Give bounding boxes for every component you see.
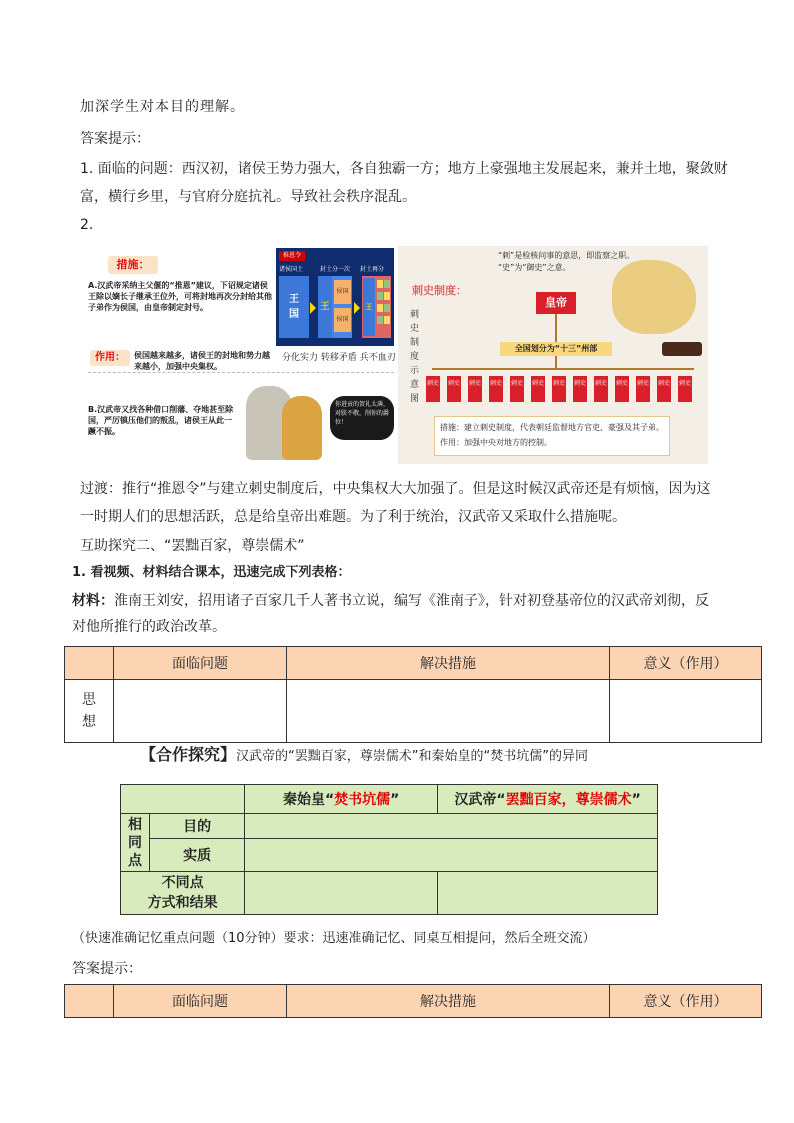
row-label-char: 思 [82,692,96,708]
material-label: 材料： [72,593,114,609]
table-row [65,680,762,743]
section-title: 互助探究二、“罢黜百家，尊崇儒术” [80,538,305,554]
measure-a-text: A.汉武帝采纳主父偃的“推恩”建议，下诏规定诸侯王除以嫡长子继承王位外，可将封地再次分封给其他子弟作为侯国，由皇帝制定封号。 [88,281,272,312]
qin-suffix: ” [390,792,400,808]
table-header-row [65,647,762,680]
emperor-box: 皇帝 [536,292,576,314]
answer-cell[interactable] [245,814,658,839]
fief-block [377,304,383,312]
fief-block [384,316,390,324]
policy-illustration-left [86,246,396,464]
wang-guo-box [279,276,309,338]
answer-table [64,984,762,1018]
measure-b-text: B.汉武帝又找各种借口削藩、夺地甚至除国，严厉镇压他们的叛乱，诸侯王从此一蹶不振。 [88,405,234,436]
effect-caption: 分化实力 转移矛盾 兵不血刃 [282,353,396,363]
cishi-system-diagram [398,246,708,464]
material-line-2: 对他所推行的政治改革。 [72,619,226,635]
table-row [121,839,658,872]
arrow-icon [354,302,360,314]
header-cell: 解决措施 [287,985,610,1018]
task-1: 1. 看视频、材料结合课本，迅速完成下列表格： [72,565,351,580]
fief-block [377,292,383,300]
transition-line-1: 过渡：推行“推恩令”与建立刺史制度后，中央集权大大加强了。但是这时候汉武帝还是有烦恼，因为这 [80,481,711,497]
table-header-row [65,985,762,1018]
han-header [438,785,658,814]
coop-bracket: 【合作探究】 [140,745,237,764]
han-prefix: 汉武帝“ [454,792,506,808]
corner-cell [121,785,245,814]
answer-cell[interactable] [287,680,610,743]
effect-text: 侯国越来越多，诸侯王的封地和势力越来越小，加强中央集权。 [134,351,270,371]
china-map-icon [612,260,696,334]
final-split-box [362,276,391,338]
seal-icon [662,342,702,356]
hou-guo-1: 侯国 [334,280,351,304]
answer-1-line-2: 富，横行乡里，与官府分庭抗礼。导致社会秩序混乱。 [80,189,416,205]
cishi-box: 刺史 [447,376,461,402]
row-label [65,680,114,743]
tuien-flow-diagram [276,248,394,346]
cishi-box: 刺史 [636,376,650,402]
material-line-1 [72,590,709,612]
cishi-box: 刺史 [468,376,482,402]
han-suffix: ” [631,792,641,808]
answer-2-label: 2. [80,217,94,233]
han-red: 罢黜百家，尊崇儒术 [505,792,632,808]
connector-line [555,314,557,342]
material-text-1: 淮南王刘安，招用诸子百家几千人著书立说，编写《淮南子》，针对初登基帝位的汉武帝刘彻，反 [114,593,709,609]
diff-label [121,872,245,915]
header-cell: 面临问题 [114,647,287,680]
answer-hint-label: 答案提示： [80,131,150,147]
cishi-box: 刺史 [510,376,524,402]
diff-line: 方式和结果 [147,895,218,911]
header-cell [65,985,114,1018]
coop-desc: 汉武帝的“罢黜百家，尊崇儒术”和秦始皇的“焚书坑儒”的异同 [236,749,588,764]
thought-table [64,646,762,743]
effect-badge: 作用： [90,350,130,366]
cishi-box: 刺史 [426,376,440,402]
connector-line [555,356,557,368]
diff-line: 不同点 [161,875,204,891]
cishi-box: 刺史 [657,376,671,402]
table-row [121,872,658,915]
fief-block [377,316,383,324]
answer-cell[interactable] [610,680,762,743]
answer-cell[interactable] [245,839,658,872]
note-line-2: “史”为“御史”之意。 [498,263,571,272]
flow-label-3: 封土再分 [360,266,385,273]
fief-block [377,280,383,288]
row-label-char: 想 [82,714,96,730]
arrow-icon [310,302,316,314]
same-char: 相 [128,816,142,833]
wang-char: 王 [289,294,299,305]
qin-red: 焚书坑儒 [334,792,391,808]
cishi-box: 刺史 [552,376,566,402]
answer-hint-label-2: 答案提示： [72,961,142,977]
vertical-title: 刺史制度示意图 [410,310,420,404]
diagram-title: 刺史制度： [412,284,467,297]
fief-block [384,292,390,300]
split-wang: 王 [318,276,332,338]
division-box: 全国划分为“十三”州部 [500,342,612,356]
header-cell: 面临问题 [114,985,287,1018]
same-char: 同 [128,834,142,851]
cishi-box: 刺史 [531,376,545,402]
note-line-1: “刺”是检核问事的意思，即监察之职。 [498,251,635,260]
cishi-effect-text: 作用：加强中央对地方的控制。 [440,438,552,447]
cishi-box: 刺史 [594,376,608,402]
emperor-figure-icon [282,396,322,460]
final-wang: 王 [363,278,375,336]
qin-prefix: 秦始皇“ [282,792,335,808]
header-cell: 意义（作用） [610,985,762,1018]
answer-cell[interactable] [245,872,438,915]
coop-heading [140,744,588,768]
header-cell: 意义（作用） [610,647,762,680]
memory-line: （快速准确记忆重点问题（10分钟）要求：迅速准确记忆、同桌互相提问，然后全班交流） [72,931,596,946]
comparison-table [120,784,658,915]
fief-block [384,280,390,288]
answer-cell[interactable] [438,872,658,915]
transition-line-2: 一时期人们的思想活跃，总是给皇帝出难题。为了利于统治，汉武帝又采取什么措施呢。 [80,509,626,525]
split-box [318,276,352,338]
cishi-box: 刺史 [678,376,692,402]
connector-line [432,368,694,370]
same-char: 点 [128,852,142,869]
essence-label: 实质 [150,839,245,872]
cishi-box: 刺史 [615,376,629,402]
header-cell [65,647,114,680]
divider [88,372,394,374]
hou-guo-2: 侯国 [334,308,351,332]
cishi-measure-text: 措施：建立刺史制度，代表朝廷监督地方官吏、豪强及其子弟。 [440,423,664,432]
cishi-box: 刺史 [573,376,587,402]
measure-effect-box [434,416,670,456]
table-row [121,814,658,839]
flow-label-1: 诸侯国土 [279,266,304,273]
cishi-row [426,376,698,402]
measure-badge: 措施： [108,256,158,274]
answer-1-line-1: 1. 面临的问题：西汉初，诸侯王势力强大，各自独霸一方；地方上豪强地主发展起来，兼并土地，聚敛财 [80,161,728,177]
cishi-box: 刺史 [489,376,503,402]
table-header-row [121,785,658,814]
qin-header [245,785,438,814]
flow-tag: 推恩令 [279,251,305,261]
fief-block [384,304,390,312]
answer-cell[interactable] [114,680,287,743]
purpose-label: 目的 [150,814,245,839]
header-cell: 解决措施 [287,647,610,680]
same-label [121,814,150,872]
guo-char: 国 [289,309,299,320]
intro-line: 加深学生对本目的理解。 [80,99,245,115]
speech-bubble: 你进贡的贺礼太薄，对朕不敬，削你的爵位！ [330,396,394,440]
flow-label-2: 封土分一次 [320,266,351,273]
